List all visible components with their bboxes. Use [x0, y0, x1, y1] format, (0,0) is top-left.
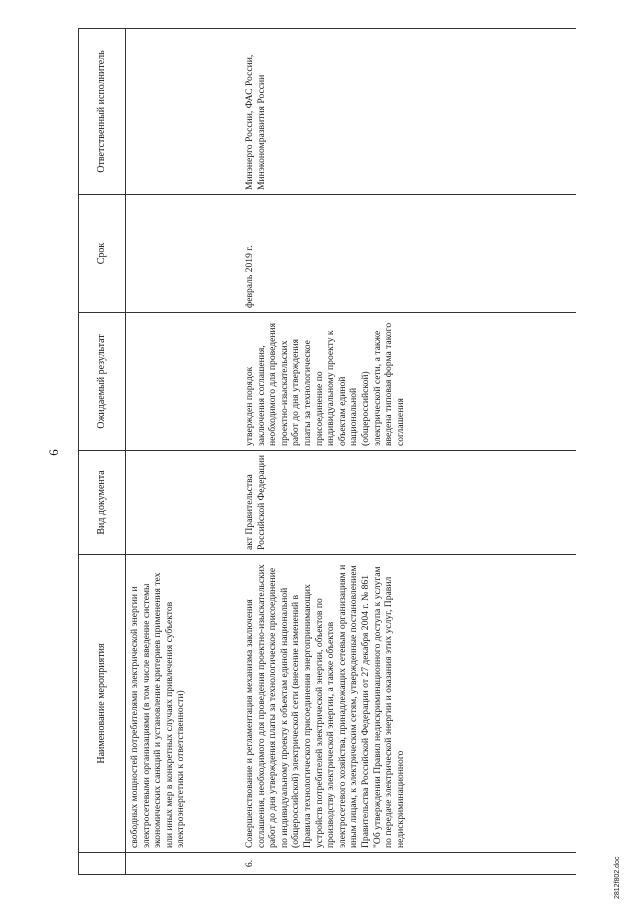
table-header-row [79, 29, 126, 875]
cell-deadline [126, 195, 242, 313]
cell-doc-type [126, 451, 242, 555]
header-number [79, 853, 126, 875]
page-number: 6 [46, 449, 61, 456]
cell-deadline: февраль 2019 г. [241, 195, 576, 313]
footer-file-code: 2812f802.doc [614, 856, 621, 899]
cell-name: Совершенствование и регламентация механизма заключения соглашения, необходимого для проведения проектно-изыскательских работ до дня утверждения платы за технологическое присоединение по индивидуальному проекту к объектам единой национальной (общероссийской) электрической сети (внесение изменений в Правила технологического присоединения энергопринимающих устройств потребителей электрической энергии, объектов по производству электрической энергии, а также объектов электросетевого хозяйства, принадлежащих сетевым организациям и иным лицам, к электрическим сетям, утвержденные постановлением Правительства Российской Федерации от 27 декабря 2004 г. № 861 "Об утверждении Правил недискриминационного доступа к услугам по передаче электрической энергии и оказания этих услуг, Правил недискриминационного [241, 555, 576, 853]
table-row-6 [241, 29, 576, 875]
header-doc-type: Вид документа [79, 451, 126, 555]
cell-doc-type: акт Правительства Российской Федерации [241, 451, 576, 555]
cell-responsible: Минэнерго России, ФАС России, Минэкономразвития России [241, 29, 576, 195]
header-name: Наименование мероприятия [79, 555, 126, 853]
header-result: Ожидаемый результат [79, 313, 126, 451]
cell-name: свободных мощностей потребителями электрической энергии и электросетевыми организациями (в том числе введение системы экономических санкций и установление критериев применения тех или иных мер в конкретных случаях привлечения субъектов электроэнергетики к ответственности) [126, 555, 242, 853]
header-deadline: Срок [79, 195, 126, 313]
cell-result: утвержден порядок заключения соглашения, необходимого для проведения проектно-изыскательских работ до дня утверждения платы за технологическое присоединение по индивидуальному проекту к объектам единой национальной (общероссийской) электрической сети, а также введена типовая форма такого соглашения [241, 313, 576, 451]
cell-number: 6. [241, 853, 576, 875]
action-plan-table [78, 28, 576, 875]
cell-responsible [126, 29, 242, 195]
header-responsible: Ответственный исполнитель [79, 29, 126, 195]
cell-result [126, 313, 242, 451]
table-row-continued [126, 29, 242, 875]
cell-number [126, 853, 242, 875]
